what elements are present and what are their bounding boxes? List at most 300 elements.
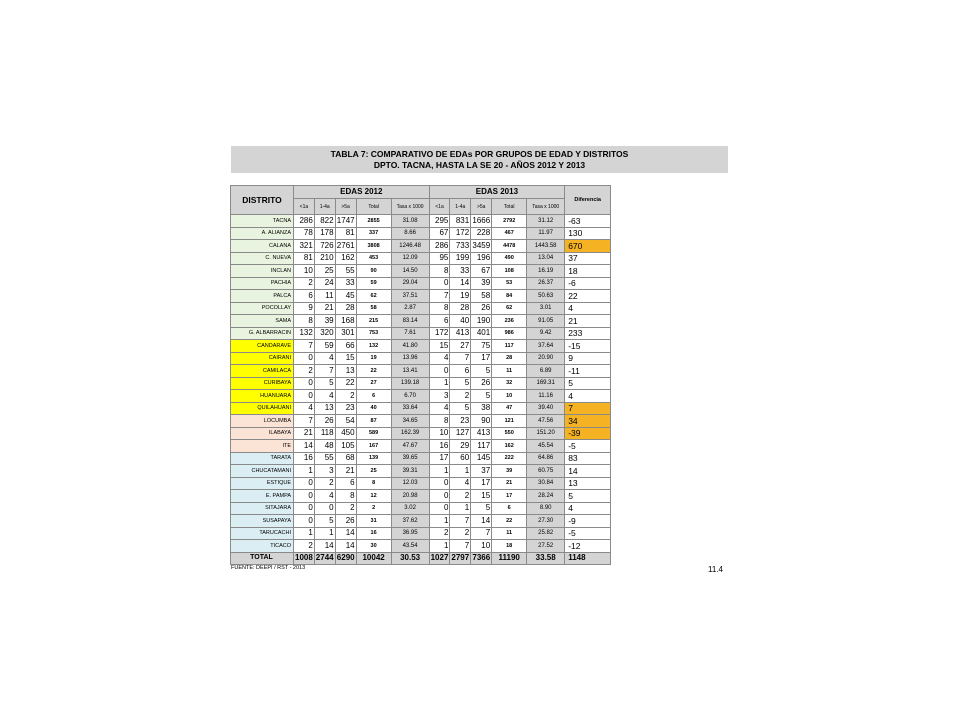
value-cell: 4 (429, 352, 450, 365)
subheader-cell: Tasa x 1000 (391, 199, 429, 215)
table-row (231, 290, 611, 303)
value-cell: 78 (294, 227, 315, 240)
value-cell: 47.67 (391, 440, 429, 453)
value-cell: 27.52 (527, 540, 565, 553)
total-row (231, 552, 611, 565)
value-cell: 337 (356, 227, 391, 240)
value-cell: 490 (492, 252, 527, 265)
value-cell: 7 (450, 352, 471, 365)
value-cell: 132 (294, 327, 315, 340)
value-cell: 5 (314, 515, 335, 528)
value-cell: 7 (294, 415, 315, 428)
header-diferencia: Diferencia (565, 186, 611, 215)
value-cell: 84 (492, 290, 527, 303)
value-cell: 6 (335, 477, 356, 490)
value-cell: 7 (314, 365, 335, 378)
value-cell: 31.08 (391, 215, 429, 228)
value-cell: 91.05 (527, 315, 565, 328)
table-row (231, 240, 611, 253)
total-value-cell: 6290 (335, 552, 356, 565)
value-cell: 222 (492, 452, 527, 465)
district-name: SUSAPAYA (231, 515, 294, 528)
value-cell: 5 (471, 365, 492, 378)
value-cell: 5 (450, 402, 471, 415)
value-cell: 286 (429, 240, 450, 253)
value-cell: 8.90 (527, 502, 565, 515)
value-cell: 29.04 (391, 277, 429, 290)
total-value-cell: 11190 (492, 552, 527, 565)
value-cell: 16 (429, 440, 450, 453)
table-row (231, 365, 611, 378)
table-row (231, 227, 611, 240)
value-cell: 27 (356, 377, 391, 390)
value-cell: 28 (450, 302, 471, 315)
value-cell: 8 (429, 302, 450, 315)
value-cell: 4 (314, 390, 335, 403)
value-cell: 13 (314, 402, 335, 415)
value-cell: 450 (335, 427, 356, 440)
total-label: TOTAL (231, 552, 294, 565)
value-cell: 1 (314, 527, 335, 540)
subheader-cell: Tasa x 1000 (527, 199, 565, 215)
table-row (231, 515, 611, 528)
value-cell: 0 (314, 502, 335, 515)
value-cell: 753 (356, 327, 391, 340)
table-row (231, 327, 611, 340)
value-cell: 2 (314, 477, 335, 490)
value-cell: 321 (294, 240, 315, 253)
value-cell: 83.14 (391, 315, 429, 328)
value-cell: 11 (492, 527, 527, 540)
value-cell: 67 (429, 227, 450, 240)
value-cell: 986 (492, 327, 527, 340)
value-cell: 726 (314, 240, 335, 253)
value-cell: 17 (471, 352, 492, 365)
value-cell: 14.50 (391, 265, 429, 278)
value-cell: 105 (335, 440, 356, 453)
total-value-cell: 7366 (471, 552, 492, 565)
value-cell: 32 (492, 377, 527, 390)
value-cell: 190 (471, 315, 492, 328)
value-cell: 733 (450, 240, 471, 253)
value-cell: 117 (471, 440, 492, 453)
value-cell: 11 (492, 365, 527, 378)
value-cell: 29 (450, 440, 471, 453)
district-name: TARUCACHI (231, 527, 294, 540)
value-cell: 139 (356, 452, 391, 465)
value-cell: 4 (314, 352, 335, 365)
table-row (231, 527, 611, 540)
table-row (231, 315, 611, 328)
value-cell: 11 (314, 290, 335, 303)
value-cell: 14 (335, 540, 356, 553)
difference-cell: 4 (565, 502, 611, 515)
value-cell: 401 (471, 327, 492, 340)
value-cell: 10 (294, 265, 315, 278)
value-cell: 295 (429, 215, 450, 228)
total-value-cell: 1008 (294, 552, 315, 565)
difference-cell: 22 (565, 290, 611, 303)
value-cell: 172 (429, 327, 450, 340)
district-name: E. PAMPA (231, 490, 294, 503)
value-cell: 2 (450, 527, 471, 540)
value-cell: 43.54 (391, 540, 429, 553)
value-cell: 53 (492, 277, 527, 290)
value-cell: 21 (294, 427, 315, 440)
value-cell: 26.37 (527, 277, 565, 290)
value-cell: 1246.48 (391, 240, 429, 253)
value-cell: 33 (335, 277, 356, 290)
value-cell: 12 (356, 490, 391, 503)
difference-cell: 5 (565, 490, 611, 503)
value-cell: 26 (335, 515, 356, 528)
value-cell: 162.39 (391, 427, 429, 440)
difference-cell: 7 (565, 402, 611, 415)
value-cell: 37.64 (527, 340, 565, 353)
subheader-cell: >5a (335, 199, 356, 215)
district-name: TARATA (231, 452, 294, 465)
value-cell: 21 (314, 302, 335, 315)
difference-cell: -15 (565, 340, 611, 353)
value-cell: 162 (492, 440, 527, 453)
value-cell: 68 (335, 452, 356, 465)
value-cell: 6 (429, 315, 450, 328)
value-cell: 16.19 (527, 265, 565, 278)
table-row (231, 415, 611, 428)
table-row (231, 427, 611, 440)
subheader-cell: Total (492, 199, 527, 215)
table-row (231, 265, 611, 278)
header-edas-2012: EDAS 2012 (294, 186, 430, 199)
value-cell: 60 (450, 452, 471, 465)
value-cell: 6 (492, 502, 527, 515)
value-cell: 87 (356, 415, 391, 428)
difference-cell: 130 (565, 227, 611, 240)
value-cell: 12.09 (391, 252, 429, 265)
value-cell: 25 (314, 265, 335, 278)
value-cell: 41.80 (391, 340, 429, 353)
value-cell: 301 (335, 327, 356, 340)
value-cell: 286 (294, 215, 315, 228)
value-cell: 0 (429, 502, 450, 515)
table-row (231, 252, 611, 265)
table-row (231, 340, 611, 353)
district-name: PALCA (231, 290, 294, 303)
value-cell: 13 (335, 365, 356, 378)
comparison-table (230, 185, 611, 565)
difference-cell: 14 (565, 465, 611, 478)
value-cell: 5 (471, 502, 492, 515)
value-cell: 7.61 (391, 327, 429, 340)
value-cell: 0 (429, 277, 450, 290)
value-cell: 0 (429, 490, 450, 503)
value-cell: 2 (335, 390, 356, 403)
value-cell: 467 (492, 227, 527, 240)
value-cell: 139.18 (391, 377, 429, 390)
value-cell: 27.30 (527, 515, 565, 528)
value-cell: 453 (356, 252, 391, 265)
value-cell: 39.31 (391, 465, 429, 478)
value-cell: 47.56 (527, 415, 565, 428)
value-cell: 60.75 (527, 465, 565, 478)
value-cell: 1666 (471, 215, 492, 228)
value-cell: 34.65 (391, 415, 429, 428)
value-cell: 196 (471, 252, 492, 265)
value-cell: 17 (471, 477, 492, 490)
value-cell: 11.16 (527, 390, 565, 403)
value-cell: 20.90 (527, 352, 565, 365)
value-cell: 2 (294, 277, 315, 290)
value-cell: 8 (335, 490, 356, 503)
value-cell: 58 (471, 290, 492, 303)
total-value-cell: 1027 (429, 552, 450, 565)
value-cell: 178 (314, 227, 335, 240)
table-row (231, 215, 611, 228)
subheader-cell: >5a (471, 199, 492, 215)
difference-cell: -63 (565, 215, 611, 228)
value-cell: 210 (314, 252, 335, 265)
value-cell: 320 (314, 327, 335, 340)
value-cell: 59 (314, 340, 335, 353)
source-note: FUENTE: DEEPI / RST - 2013 (231, 565, 306, 571)
value-cell: 19 (356, 352, 391, 365)
value-cell: 90 (356, 265, 391, 278)
value-cell: 3.02 (391, 502, 429, 515)
value-cell: 5 (314, 377, 335, 390)
value-cell: 167 (356, 440, 391, 453)
total-value-cell: 33.58 (527, 552, 565, 565)
district-name: CAIRANI (231, 352, 294, 365)
value-cell: 40 (450, 315, 471, 328)
value-cell: 7 (429, 290, 450, 303)
value-cell: 11.97 (527, 227, 565, 240)
value-cell: 550 (492, 427, 527, 440)
comparison-table-container (230, 185, 611, 565)
value-cell: 2 (450, 490, 471, 503)
value-cell: 20.98 (391, 490, 429, 503)
table-row (231, 490, 611, 503)
value-cell: 1 (450, 502, 471, 515)
value-cell: 2.87 (391, 302, 429, 315)
value-cell: 2 (335, 502, 356, 515)
value-cell: 7 (471, 527, 492, 540)
value-cell: 8 (429, 265, 450, 278)
difference-cell: 21 (565, 315, 611, 328)
value-cell: 3 (314, 465, 335, 478)
district-name: CHUCATAMANI (231, 465, 294, 478)
value-cell: 6 (356, 390, 391, 403)
difference-cell: 34 (565, 415, 611, 428)
difference-cell: 9 (565, 352, 611, 365)
value-cell: 13.04 (527, 252, 565, 265)
value-cell: 17 (492, 490, 527, 503)
value-cell: 23 (335, 402, 356, 415)
value-cell: 40 (356, 402, 391, 415)
table-row (231, 277, 611, 290)
value-cell: 30 (356, 540, 391, 553)
value-cell: 1 (294, 527, 315, 540)
value-cell: 0 (294, 352, 315, 365)
value-cell: 55 (335, 265, 356, 278)
value-cell: 8 (294, 315, 315, 328)
subheader-cell: Total (356, 199, 391, 215)
value-cell: 236 (492, 315, 527, 328)
value-cell: 2855 (356, 215, 391, 228)
value-cell: 162 (335, 252, 356, 265)
value-cell: 3808 (356, 240, 391, 253)
value-cell: 0 (294, 377, 315, 390)
value-cell: 58 (356, 302, 391, 315)
value-cell: 8.66 (391, 227, 429, 240)
value-cell: 0 (429, 477, 450, 490)
table-row (231, 440, 611, 453)
value-cell: 15 (429, 340, 450, 353)
value-cell: 67 (471, 265, 492, 278)
value-cell: 215 (356, 315, 391, 328)
value-cell: 7 (450, 540, 471, 553)
table-row (231, 377, 611, 390)
value-cell: 10 (471, 540, 492, 553)
total-value-cell: 10042 (356, 552, 391, 565)
total-difference-cell: 1148 (565, 552, 611, 565)
value-cell: 45.54 (527, 440, 565, 453)
district-name: ESTIQUE (231, 477, 294, 490)
table-title (231, 146, 728, 173)
value-cell: 27 (450, 340, 471, 353)
difference-cell: 37 (565, 252, 611, 265)
value-cell: 16 (356, 527, 391, 540)
value-cell: 39 (471, 277, 492, 290)
value-cell: 6 (294, 290, 315, 303)
subheader-cell: <1a (294, 199, 315, 215)
value-cell: 1 (429, 515, 450, 528)
difference-cell: 4 (565, 302, 611, 315)
district-name: SITAJARA (231, 502, 294, 515)
district-name: QUILAHUANI (231, 402, 294, 415)
value-cell: 81 (294, 252, 315, 265)
value-cell: 19 (450, 290, 471, 303)
value-cell: 26 (471, 302, 492, 315)
page-number: 11.4 (708, 565, 723, 574)
value-cell: 18 (492, 540, 527, 553)
value-cell: 169.31 (527, 377, 565, 390)
title-line-1: TABLA 7: COMPARATIVO DE EDAs POR GRUPOS DE EDAD Y DISTRITOS (330, 149, 629, 159)
value-cell: 121 (492, 415, 527, 428)
difference-cell: -11 (565, 365, 611, 378)
value-cell: 22 (492, 515, 527, 528)
value-cell: 23 (450, 415, 471, 428)
value-cell: 0 (294, 477, 315, 490)
value-cell: 2792 (492, 215, 527, 228)
value-cell: 62 (492, 302, 527, 315)
value-cell: 3 (429, 390, 450, 403)
district-name: CALANA (231, 240, 294, 253)
value-cell: 26 (471, 377, 492, 390)
difference-cell: -12 (565, 540, 611, 553)
value-cell: 822 (314, 215, 335, 228)
value-cell: 37 (471, 465, 492, 478)
value-cell: 1 (450, 465, 471, 478)
difference-cell: 13 (565, 477, 611, 490)
subheader-cell: <1a (429, 199, 450, 215)
value-cell: 30.84 (527, 477, 565, 490)
difference-cell: -9 (565, 515, 611, 528)
table-row (231, 390, 611, 403)
value-cell: 168 (335, 315, 356, 328)
value-cell: 36.95 (391, 527, 429, 540)
value-cell: 22 (356, 365, 391, 378)
value-cell: 28 (492, 352, 527, 365)
value-cell: 10 (492, 390, 527, 403)
value-cell: 8 (356, 477, 391, 490)
total-value-cell: 2744 (314, 552, 335, 565)
value-cell: 21 (335, 465, 356, 478)
value-cell: 39 (492, 465, 527, 478)
value-cell: 45 (335, 290, 356, 303)
value-cell: 108 (492, 265, 527, 278)
value-cell: 28.24 (527, 490, 565, 503)
difference-cell: -5 (565, 527, 611, 540)
difference-cell: -5 (565, 440, 611, 453)
value-cell: 16 (294, 452, 315, 465)
value-cell: 1 (429, 465, 450, 478)
district-name: A. ALIANZA (231, 227, 294, 240)
value-cell: 413 (471, 427, 492, 440)
value-cell: 55 (314, 452, 335, 465)
title-line-2: DPTO. TACNA, HASTA LA SE 20 - AÑOS 2012 Y 2013 (373, 160, 586, 170)
value-cell: 4 (429, 402, 450, 415)
value-cell: 25.82 (527, 527, 565, 540)
value-cell: 0 (294, 490, 315, 503)
value-cell: 4 (314, 490, 335, 503)
table-row (231, 540, 611, 553)
subheader-cell: 1-4a (314, 199, 335, 215)
value-cell: 95 (429, 252, 450, 265)
value-cell: 0 (294, 515, 315, 528)
value-cell: 15 (471, 490, 492, 503)
value-cell: 118 (314, 427, 335, 440)
table-row (231, 477, 611, 490)
value-cell: 7 (294, 340, 315, 353)
value-cell: 33 (450, 265, 471, 278)
value-cell: 10 (429, 427, 450, 440)
value-cell: 117 (492, 340, 527, 353)
value-cell: 39 (314, 315, 335, 328)
value-cell: 2 (450, 390, 471, 403)
value-cell: 47 (492, 402, 527, 415)
table-row (231, 302, 611, 315)
value-cell: 4478 (492, 240, 527, 253)
district-name: ITE (231, 440, 294, 453)
table-row (231, 352, 611, 365)
value-cell: 39.65 (391, 452, 429, 465)
total-value-cell: 2797 (450, 552, 471, 565)
table-row (231, 465, 611, 478)
value-cell: 145 (471, 452, 492, 465)
value-cell: 66 (335, 340, 356, 353)
value-cell: 127 (450, 427, 471, 440)
difference-cell: 670 (565, 240, 611, 253)
value-cell: 25 (356, 465, 391, 478)
district-name: ILABAYA (231, 427, 294, 440)
district-name: INCLAN (231, 265, 294, 278)
district-name: LOCUMBA (231, 415, 294, 428)
value-cell: 3.01 (527, 302, 565, 315)
table-row (231, 452, 611, 465)
value-cell: 48 (314, 440, 335, 453)
value-cell: 14 (314, 540, 335, 553)
district-name: CANDARAVE (231, 340, 294, 353)
